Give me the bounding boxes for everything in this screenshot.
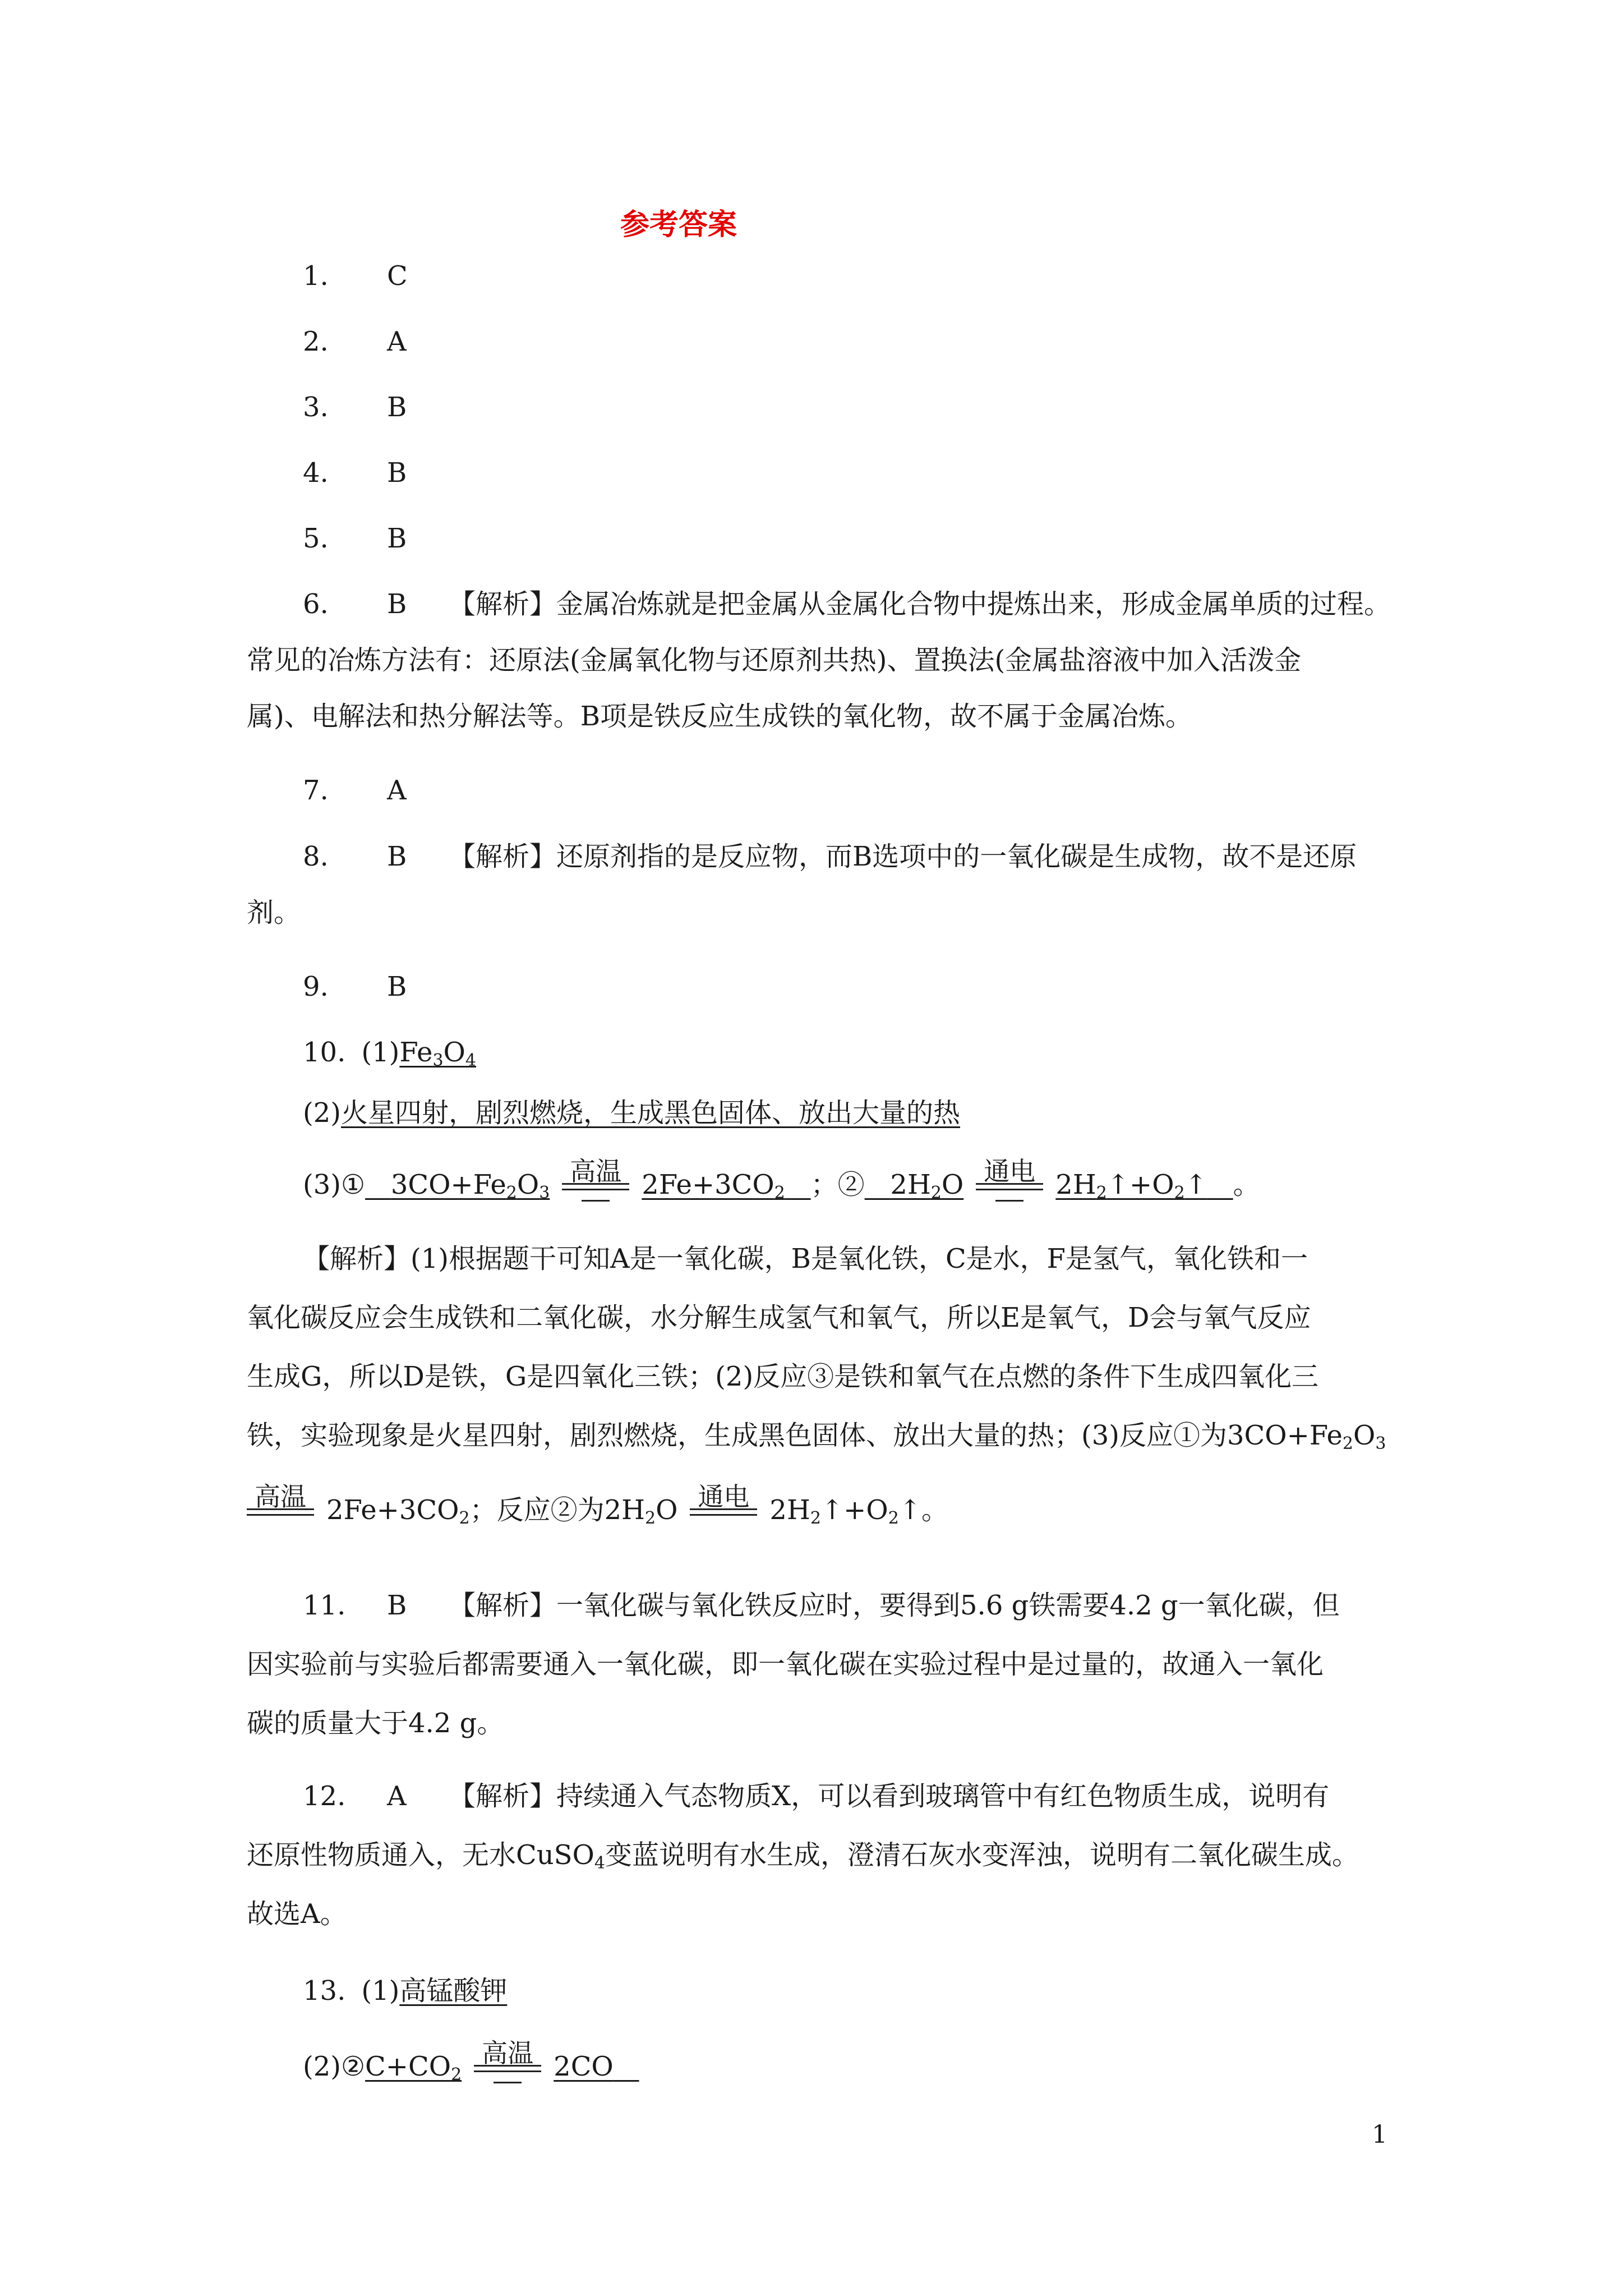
reaction-condition-high-temp: 高温: [247, 1503, 314, 1529]
answer-line-2: 2. A: [303, 326, 407, 357]
reaction-condition-high-temp: 高温: [474, 2059, 541, 2085]
answer-line-3: 3. B: [303, 392, 407, 423]
analysis-tag: 【解析】: [449, 1780, 557, 1812]
answer-line-10-3: (3)① $3CO+Fe_2O_3$ 高温 $2Fe+3CO_2$ ；② $2H_2O$ 通电 $2H_2↑+O_2↑$ 。: [303, 1156, 1260, 1203]
fill-answer: $2H_2O$: [890, 1169, 964, 1203]
analysis-text: 因实验前与实验后都需要通入一氧化碳，即一氧化碳在实验过程中是过量的，故通入一氧化: [247, 1649, 1324, 1680]
reaction-condition-high-temp: 高温: [562, 1177, 629, 1203]
answer-line-11: 11. B 【解析】一氧化碳与氧化铁反应时，要得到5.6 g铁需要4.2 g一氧化碳，但: [303, 1590, 1340, 1621]
analysis-tag: 【解析】: [449, 588, 557, 620]
answer-line-13: 13. (1)高锰酸钾: [303, 1975, 508, 2007]
answer-line-10-2: (2)火星四射，剧烈燃烧，生成黑色固体、放出大量的热: [303, 1097, 961, 1129]
answer-line-12: 12. A 【解析】持续通入气态物质X，可以看到玻璃管中有红色物质生成，说明有: [303, 1780, 1330, 1812]
analysis-tag: 【解析】: [303, 1243, 411, 1274]
fill-answer: 高锰酸钾: [399, 1975, 508, 2007]
fill-answer: $2Fe+3CO_2$: [642, 1169, 785, 1203]
page-number: 1: [1372, 2120, 1387, 2149]
answer-line-7: 7. A: [303, 775, 407, 806]
analysis-text: 氧化碳反应会生成铁和二氧化碳，水分解生成氢气和氧气，所以E是氧气，D会与氧气反应: [247, 1302, 1311, 1333]
fill-answer: $C+CO_2$: [365, 2051, 462, 2085]
analysis-text: 高温 $2Fe+3CO_2$；反应②为$2H_2O$ 通电 $2H_2↑+O_2↑$。: [247, 1497, 948, 1529]
fill-answer: $3CO+Fe_2O_3$: [390, 1169, 550, 1203]
fill-answer: $2H_2↑+O_2↑$: [1055, 1169, 1207, 1203]
answer-line-1: 1. C: [303, 260, 408, 292]
reaction-condition-electric: 通电: [690, 1503, 757, 1529]
analysis-text: 【解析】(1)根据题干可知A是一氧化碳，B是氧化铁，C是水，F是氢气，氧化铁和一: [303, 1243, 1308, 1274]
analysis-text: 常见的冶炼方法有：还原法(金属氧化物与还原剂共热)、置换法(金属盐溶液中加入活泼金: [247, 645, 1302, 676]
page-title: 参考答案: [620, 208, 737, 242]
answer-line-10: 10. $(1)Fe_3O_4$: [303, 1037, 476, 1070]
reaction-condition-electric: 通电: [976, 1177, 1043, 1203]
fill-answer: 2CO: [554, 2051, 614, 2082]
analysis-text: 碳的质量大于4.2 g。: [247, 1708, 504, 1739]
answer-line-13-2: $(2)②C+CO_2$ 高温 2CO: [303, 2053, 639, 2085]
analysis-text: 属)、电解法和热分解法等。B项是铁反应生成铁的氧化物，故不属于金属冶炼。: [247, 701, 1193, 732]
fill-answer: 火星四射，剧烈燃烧，生成黑色固体、放出大量的热: [341, 1097, 961, 1129]
answer-line-8: 8. B 【解析】还原剂指的是反应物，而B选项中的一氧化碳是生成物，故不是还原: [303, 841, 1357, 872]
answer-line-5: 5. B: [303, 523, 407, 554]
answer-line-9: 9. B: [303, 971, 407, 1002]
analysis-tag: 【解析】: [449, 1590, 557, 1621]
answer-line-4: 4. B: [303, 457, 407, 489]
analysis-tag: 【解析】: [449, 841, 557, 872]
analysis-text: 还原性物质通入，无水CuSO$_4$变蓝说明有水生成，澄清石灰水变浑浊，说明有二氧化碳生成。: [247, 1839, 1359, 1873]
analysis-text: 生成G，所以D是铁，G是四氧化三铁；(2)反应③是铁和氧气在点燃的条件下生成四氧化三: [247, 1361, 1319, 1392]
answer-line-6: 6. B 【解析】金属冶炼就是把金属从金属化合物中提炼出来，形成金属单质的过程。: [303, 588, 1391, 620]
analysis-text: 铁，实验现象是火星四射，剧烈燃烧，生成黑色固体、放出大量的热；(3)反应①为$3CO+Fe_2O_3$: [247, 1420, 1386, 1453]
analysis-text: 故选A。: [247, 1898, 347, 1930]
fill-answer: $Fe_3O_4$: [399, 1037, 476, 1070]
analysis-text: 剂。: [247, 897, 301, 928]
